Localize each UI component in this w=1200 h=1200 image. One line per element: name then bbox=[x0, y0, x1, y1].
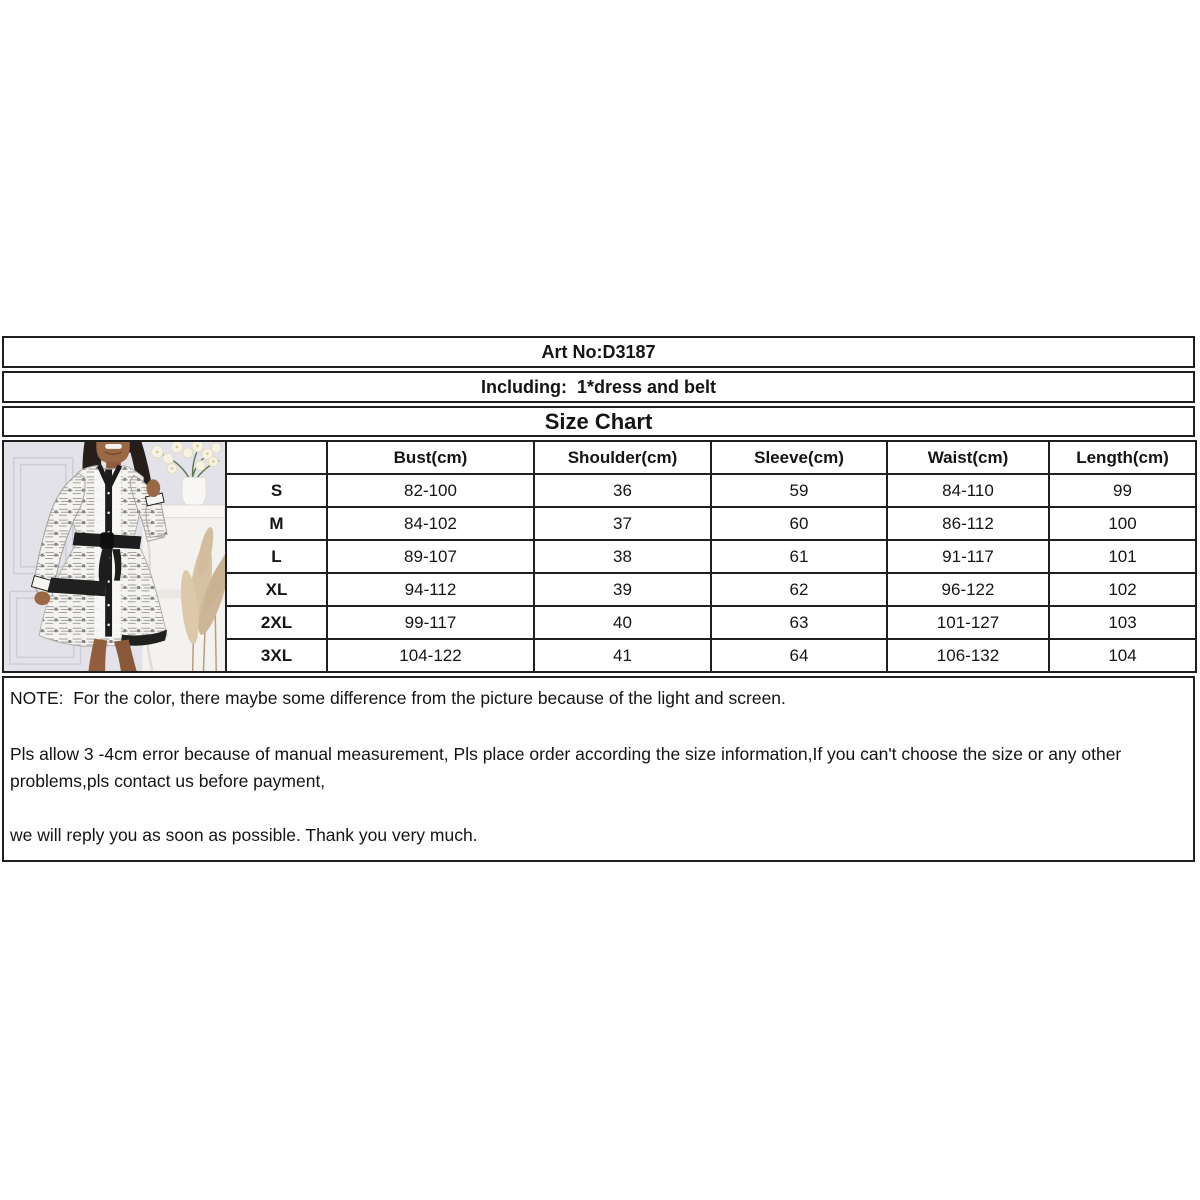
size-row-m bbox=[226, 507, 1196, 540]
col-header-length: Length(cm) bbox=[1049, 441, 1196, 474]
size-cell: L bbox=[226, 540, 327, 573]
model-photo-icon bbox=[4, 442, 225, 671]
sleeve-cell: 62 bbox=[711, 573, 887, 606]
shoulder-cell: 38 bbox=[534, 540, 711, 573]
note-reply: we will reply you as soon as possible. Thank you very much. bbox=[10, 825, 478, 845]
bust-cell: 99-117 bbox=[327, 606, 534, 639]
length-cell: 104 bbox=[1049, 639, 1196, 672]
size-cell: S bbox=[226, 474, 327, 507]
sleeve-cell: 64 bbox=[711, 639, 887, 672]
shoulder-cell: 41 bbox=[534, 639, 711, 672]
size-row-l bbox=[226, 540, 1196, 573]
shoulder-cell: 40 bbox=[534, 606, 711, 639]
sleeve-cell: 61 bbox=[711, 540, 887, 573]
bust-cell: 89-107 bbox=[327, 540, 534, 573]
size-chart-title: Size Chart bbox=[2, 406, 1195, 437]
col-header-size bbox=[226, 441, 327, 474]
col-header-bust: Bust(cm) bbox=[327, 441, 534, 474]
col-header-shoulder: Shoulder(cm) bbox=[534, 441, 711, 474]
size-cell: 2XL bbox=[226, 606, 327, 639]
waist-cell: 101-127 bbox=[887, 606, 1049, 639]
bust-cell: 82-100 bbox=[327, 474, 534, 507]
size-row-2xl bbox=[226, 606, 1196, 639]
size-row-s bbox=[226, 474, 1196, 507]
size-row-xl bbox=[226, 573, 1196, 606]
size-row-3xl bbox=[226, 639, 1196, 672]
product-photo bbox=[2, 440, 227, 673]
shoulder-cell: 36 bbox=[534, 474, 711, 507]
length-cell: 102 bbox=[1049, 573, 1196, 606]
size-cell: 3XL bbox=[226, 639, 327, 672]
size-cell: M bbox=[226, 507, 327, 540]
size-table-header-row bbox=[226, 441, 1196, 474]
sleeve-cell: 60 bbox=[711, 507, 887, 540]
waist-cell: 86-112 bbox=[887, 507, 1049, 540]
col-header-sleeve: Sleeve(cm) bbox=[711, 441, 887, 474]
shoulder-cell: 39 bbox=[534, 573, 711, 606]
length-cell: 103 bbox=[1049, 606, 1196, 639]
length-cell: 99 bbox=[1049, 474, 1196, 507]
waist-cell: 106-132 bbox=[887, 639, 1049, 672]
art-no-banner: Art No:D3187 bbox=[2, 336, 1195, 368]
length-cell: 100 bbox=[1049, 507, 1196, 540]
bust-cell: 84-102 bbox=[327, 507, 534, 540]
shoulder-cell: 37 bbox=[534, 507, 711, 540]
including-banner: Including: 1*dress and belt bbox=[2, 371, 1195, 403]
waist-cell: 91-117 bbox=[887, 540, 1049, 573]
bust-cell: 94-112 bbox=[327, 573, 534, 606]
length-cell: 101 bbox=[1049, 540, 1196, 573]
document bbox=[2, 336, 1195, 862]
waist-cell: 84-110 bbox=[887, 474, 1049, 507]
sleeve-cell: 59 bbox=[711, 474, 887, 507]
sleeve-cell: 63 bbox=[711, 606, 887, 639]
note-color-difference: NOTE: For the color, there maybe some difference from the picture because of the light and screen. bbox=[10, 688, 786, 708]
note-measurement-error: Pls allow 3 -4cm error because of manual measurement, Pls place order according the size information,If you can't choose the size or any other problems,pls contact us before payment, bbox=[10, 744, 1127, 791]
waist-cell: 96-122 bbox=[887, 573, 1049, 606]
col-header-waist: Waist(cm) bbox=[887, 441, 1049, 474]
size-table bbox=[225, 440, 1197, 673]
size-cell: XL bbox=[226, 573, 327, 606]
table-with-photo bbox=[2, 440, 1195, 673]
note-box bbox=[2, 676, 1195, 862]
bust-cell: 104-122 bbox=[327, 639, 534, 672]
